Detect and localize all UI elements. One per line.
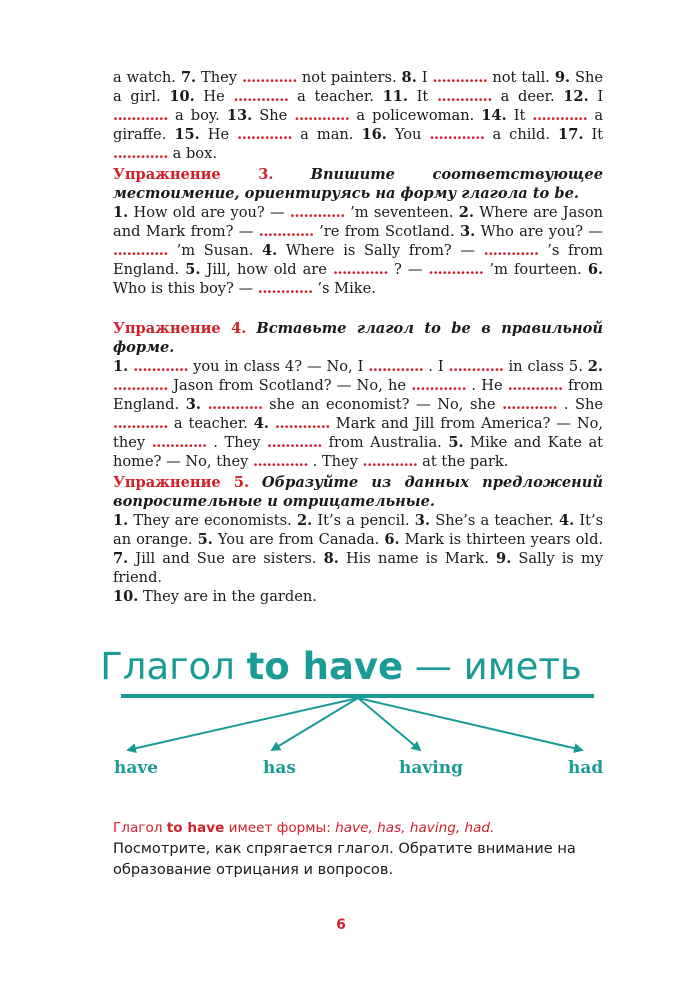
exercise-5-text: Упражнение 5. Образуйте из данных предложений вопросительные и отрицательные. 1. They are economists. 2. It’s a pencil. 3. She’s a teacher. 4. It’s an orange. 5. You are from Canada. 6. Mark is thirteen years old. 7. Jill and Sue are sisters. 8. His name is Mark. 9. Sally is my friend. 10. They are in the garden.: [113, 474, 604, 605]
page-number: 6: [336, 917, 346, 933]
exercise-3-heading: Упражнение 3.: [113, 166, 274, 183]
form-have: have: [114, 758, 159, 778]
arrow-to-has: [272, 698, 358, 750]
exercise-3-instruction: Впишите соответствующее местоимение, ориентируясь на форму глагола to be.: [113, 166, 603, 202]
form-has: has: [263, 758, 296, 778]
note-forms: Глагол to have имеет формы: have, has, having, had.: [113, 820, 495, 836]
arrow-to-had: [358, 698, 582, 750]
form-having: having: [399, 758, 463, 778]
note-text: Посмотрите, как спрягается глагол. Обратите внимание на образование отрицания и вопросов.: [113, 840, 576, 878]
exercise-3-text: Упражнение 3. Впишите соответствующее местоимение, ориентируясь на форму глагола to be. 1. How old are you? — ............ ’m seventeen. 2. Where are Jason and Mark from? — ............ ’re from Scotland. 3. Who are you? — ............ ’m Susan. 4. Where is Sally from? — ............ ’s from England. 5. Jill, how old are ............ ? — ............ ’m fourteen. 6. Who is this boy? — ............ ’s Mike.: [113, 166, 604, 297]
exercise-2-text: a watch. 7. They ............ not painters. 8. I ............ not tall. 9. She a girl. 10. He ............ a teacher. 11. It ............ a deer. 12. I ............ a boy. 13. She ............ a policewoman. 14. It ............ a giraffe. 15. He ............ a man. 16. You ............ a child. 17. It ............ a box.: [113, 69, 604, 162]
exercise-4-text: Упражнение 4. Вставьте глагол to be в правильной форме. 1. ............ you in class 4? — No, I ............ . I ............ in class 5. 2. ............ Jason from Scotland? — No, he ............ . He ............ from England. 3. ............ she an economist? — No, she ............ . She ............ a teacher. 4. ............ Mark and Jill from America? — No, they ............ . They ............ from Australia. 5. Mike and Kate at home? — No, they ............ . They ............ at the park.: [113, 320, 604, 470]
exercise-5-heading: Упражнение 5.: [113, 474, 250, 491]
exercise-5-instruction: Образуйте из данных предложений вопросительные и отрицательные.: [113, 474, 603, 510]
diagram-title: Глагол to have — иметь: [100, 645, 582, 688]
exercise-4-heading: Упражнение 4.: [113, 320, 247, 337]
note-block: [113, 818, 603, 880]
arrow-to-have: [128, 698, 358, 750]
exercise-4-instruction: Вставьте глагол to be в правильной форме.: [113, 320, 603, 356]
form-had: had: [568, 758, 604, 778]
